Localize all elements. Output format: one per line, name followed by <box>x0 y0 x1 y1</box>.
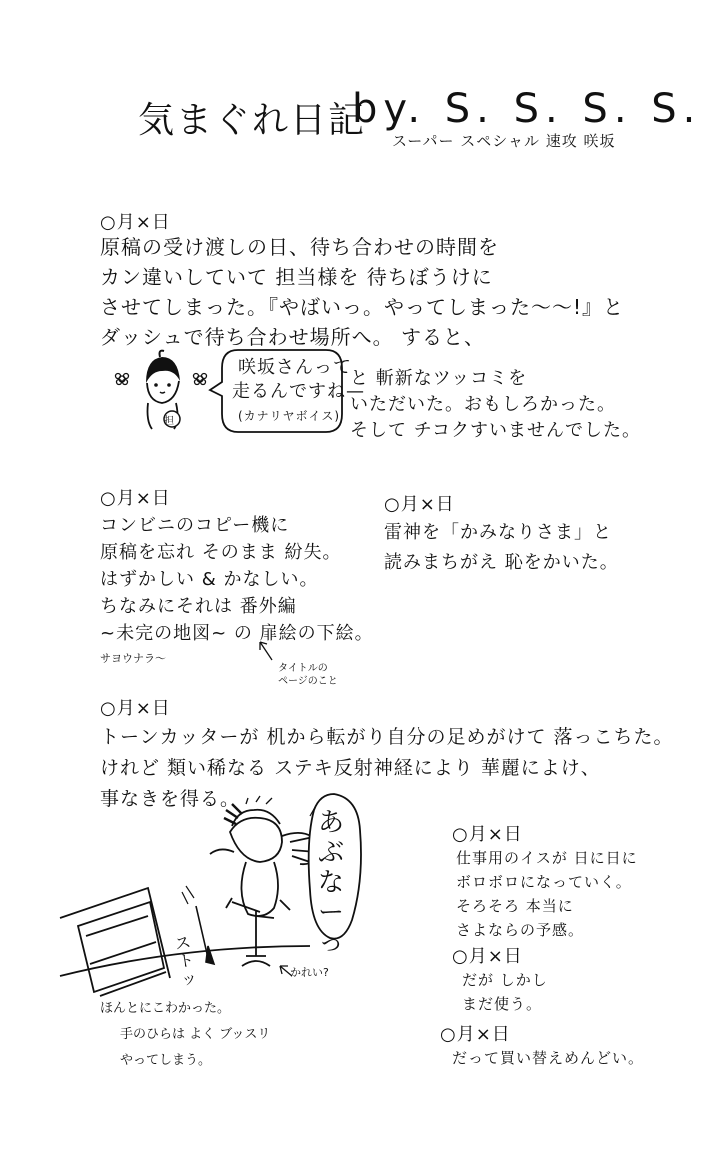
entry3-line: 読みまちがえ 恥をかいた。 <box>384 552 619 573</box>
sfx-fall-text: ストッ <box>173 932 199 990</box>
shout-text: あぶなーっ <box>318 808 345 958</box>
entry6-text <box>462 968 548 1016</box>
entry3-line: 雷神を「かみなりさま」と <box>384 522 612 543</box>
entry1-line: ダッシュで待ち合わせ場所へ。 すると、 <box>100 325 485 349</box>
entry7-date: ○月×日 <box>440 1024 511 1045</box>
editor-character-illustration <box>112 345 212 435</box>
author-byline: by. S. S. S. S. <box>352 86 702 132</box>
page-title: 気まぐれ日記 <box>138 100 367 141</box>
entry3-date: ○月×日 <box>384 494 455 515</box>
entry2-line: コンビニのコピー機に <box>100 515 290 536</box>
entry2-note-line: ページのこと <box>278 676 338 687</box>
flower-icon <box>116 374 129 385</box>
entry5-text <box>456 846 638 942</box>
entry1-reply <box>350 366 641 444</box>
entry2-line: はずかしい & かなしい。 <box>100 569 319 590</box>
entry2-farewell: サヨウナラ〜 <box>100 652 166 665</box>
entry6-line: まだ使う。 <box>462 995 543 1013</box>
entry4-line: トーンカッターが 机から転がり自分の足めがけて 落っこちた。 <box>100 726 674 748</box>
entry1-reply-line: そして チコクすいませんでした。 <box>350 420 642 441</box>
entry5-date: ○月×日 <box>452 824 523 845</box>
entry1-line: カン違いしていて 担当様を 待ちぼうけに <box>100 265 493 289</box>
entry5-line: さよならの予感。 <box>456 921 585 939</box>
entry5-line: ボロボロになっていく。 <box>456 873 632 891</box>
entry1-date: ○月×日 <box>100 212 171 233</box>
entry1-reply-line: いただいた。おもしろかった。 <box>350 394 616 415</box>
bubble-line: 咲坂さんって <box>238 357 352 378</box>
entry2-note-line: タイトルの <box>278 663 328 674</box>
arrow-note: かれい? <box>290 966 329 979</box>
bubble-line: 走るんですね— <box>232 381 365 402</box>
entry4-date: ○月×日 <box>100 698 171 719</box>
entry6-date: ○月×日 <box>452 946 523 967</box>
entry1-line: 原稿の受け渡しの日、待ち合わせの時間を <box>100 235 499 259</box>
entry2-text <box>100 512 374 647</box>
entry6-line: だが しかし <box>462 971 548 989</box>
entry4-caption-line: ほんとにこわかった。 <box>100 1001 231 1016</box>
entry2-line: ちなみにそれは 番外編 <box>100 596 297 617</box>
entry4-caption-line: 手のひらは よく ブッスリ <box>120 1027 271 1042</box>
cutter-scene-illustration <box>60 796 440 1016</box>
entry2-line: 原稿を忘れ そのまま 紛失。 <box>100 542 342 563</box>
arrow-icon <box>256 640 276 664</box>
entry3-text <box>384 518 619 578</box>
entry1-line: させてしまった。『やばいっ。やってしまった〜〜!』と <box>100 295 625 319</box>
bubble-text <box>232 356 365 428</box>
author-subtitle: スーパー スペシャル 速攻 咲坂 <box>392 132 616 150</box>
entry4-caption <box>100 996 270 1074</box>
entry4-caption-line: やってしまう。 <box>120 1053 212 1068</box>
entry2-line: ~未完の地図~ の 扉絵の下絵。 <box>100 623 374 644</box>
entry7-line: だって買い替えめんどい。 <box>452 1049 645 1067</box>
entry2-note <box>278 662 338 688</box>
tone-cutter-drawing <box>196 906 214 964</box>
entry1-reply-line: と 斬新なツッコミを <box>350 368 528 389</box>
entry4-line: けれど 類い稀なる ステキ反射神経により 華麗によけ、 <box>100 757 601 779</box>
entry5-line: 仕事用のイスが 日に日に <box>456 849 638 867</box>
entry5-line: そろそろ 本当に <box>456 897 574 915</box>
entry7-text <box>452 1046 644 1070</box>
entry1-text <box>100 232 624 352</box>
bubble-line: (カナリヤボイス) <box>238 409 341 423</box>
flower-icon <box>194 374 207 385</box>
entry2-date: ○月×日 <box>100 488 171 509</box>
editor-badge: 担 <box>164 416 174 427</box>
entry4-line: 事なきを得る。 <box>100 788 241 810</box>
